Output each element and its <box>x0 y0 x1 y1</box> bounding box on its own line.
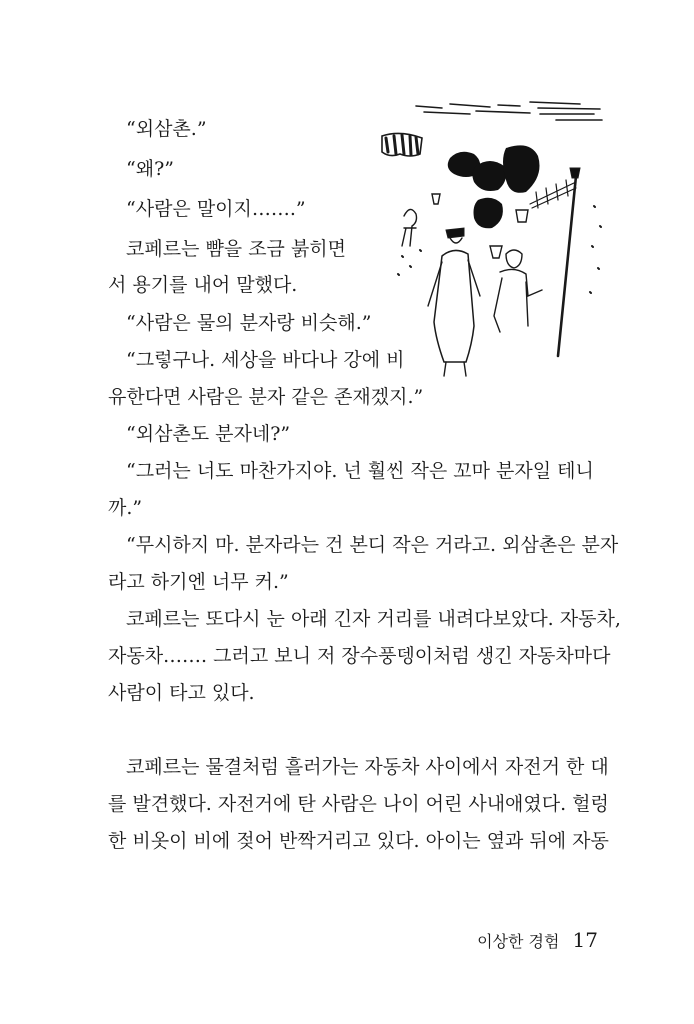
body-line-7: “그렇구나. 세상을 바다나 강에 비 <box>126 349 405 371</box>
body-line-15: 자동차……. 그러고 보니 저 장수풍뎅이처럼 생긴 자동차마다 <box>108 645 611 667</box>
body-line-3: “사람은 말이지…….” <box>126 198 306 220</box>
body-line-5: 서 용기를 내어 말했다. <box>108 274 298 296</box>
body-line-17: 코페르는 물결처럼 흘러가는 자동차 사이에서 자전거 한 대 <box>126 756 609 778</box>
body-line-16: 사람이 타고 있다. <box>108 682 255 704</box>
body-line-18: 를 발견했다. 자전거에 탄 사람은 나이 어린 사내애였다. 헐렁 <box>108 793 609 815</box>
body-line-9: “외삼촌도 분자네?” <box>126 423 291 445</box>
body-line-11: 까.” <box>108 497 143 519</box>
street-scene-illustration <box>380 96 608 386</box>
body-line-12: “무시하지 마. 분자라는 건 본디 작은 거라고. 외삼촌은 분자 <box>126 534 619 556</box>
body-line-6: “사람은 물의 분자랑 비슷해.” <box>126 312 372 334</box>
body-line-1: “외삼촌.” <box>126 118 207 140</box>
body-line-10: “그러는 너도 마찬가지야. 넌 훨씬 작은 꼬마 분자일 테니 <box>126 460 594 482</box>
chapter-title: 이상한 경험 <box>477 932 560 951</box>
page-number: 17 <box>572 928 598 952</box>
body-line-8: 유한다면 사람은 분자 같은 존재겠지.” <box>108 386 424 408</box>
body-line-14: 코페르는 또다시 눈 아래 긴자 거리를 내려다보았다. 자동차, <box>126 608 621 630</box>
body-line-19: 한 비옷이 비에 젖어 반짝거리고 있다. 아이는 옆과 뒤에 자동 <box>108 830 609 852</box>
body-line-13: 라고 하기엔 너무 커.” <box>108 571 289 593</box>
body-line-4: 코페르는 뺨을 조금 붉히면 <box>126 238 347 260</box>
body-line-2: “왜?” <box>126 158 174 180</box>
page-footer <box>477 928 598 954</box>
